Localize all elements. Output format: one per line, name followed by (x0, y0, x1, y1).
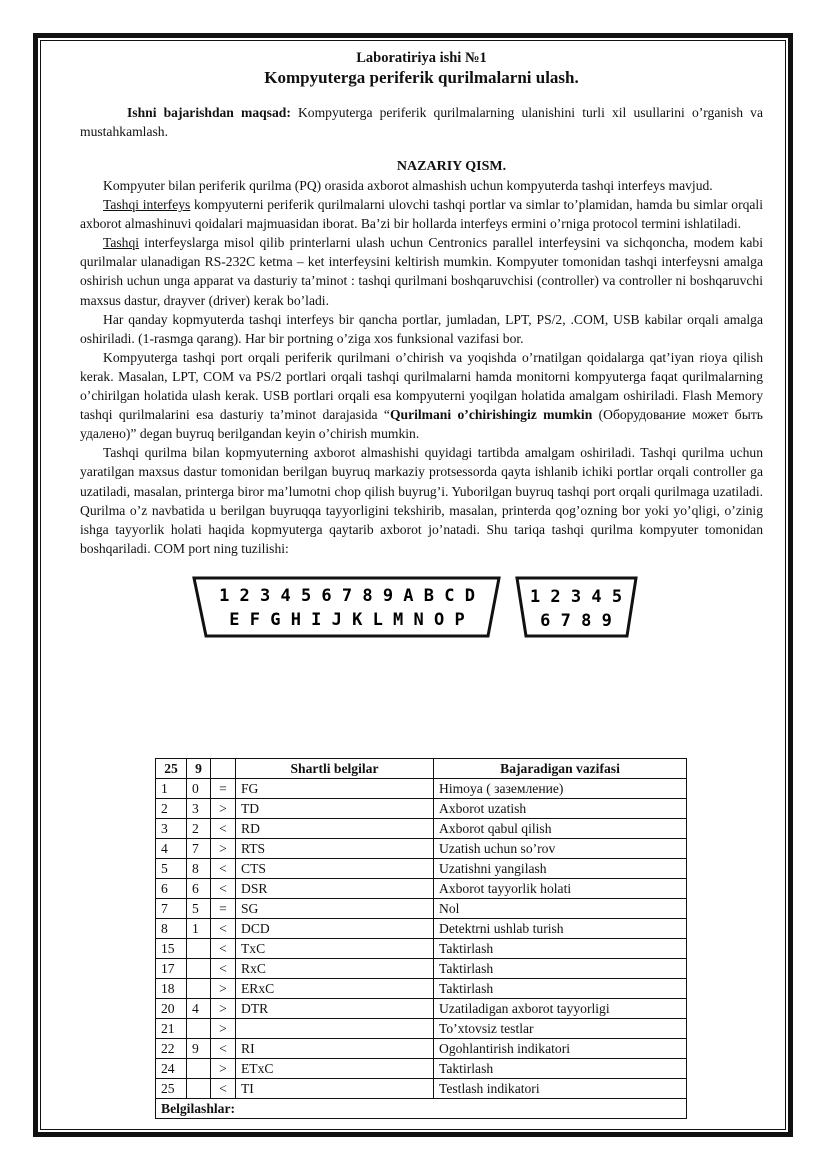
pin-25-cell: 17 (156, 959, 187, 979)
pin-25-cell: 15 (156, 939, 187, 959)
db9-row2-label: 6 7 8 9 (540, 610, 612, 631)
pin-25-cell: 8 (156, 919, 187, 939)
pin-9-cell: 1 (187, 919, 211, 939)
paragraph-2 (80, 195, 763, 233)
direction-cell: < (211, 859, 236, 879)
direction-cell: < (211, 1079, 236, 1099)
signal-function-cell: Uzatish uchun so’rov (434, 839, 687, 859)
pin-25-cell: 25 (156, 1079, 187, 1099)
direction-cell: < (211, 819, 236, 839)
pin-25-cell: 24 (156, 1059, 187, 1079)
signal-function-cell: Detektrni ushlab turish (434, 919, 687, 939)
com-pin-table (155, 758, 687, 1119)
pin-9-cell (187, 939, 211, 959)
signal-function-cell: Himoya ( заземление) (434, 779, 687, 799)
pin-9-cell (187, 959, 211, 979)
paragraph-4: Har qanday kopmyuterda tashqi interfeys bir qancha portlar, jumladan, LPT, PS/2, .COM, USB kabilar orqali amalga oshiriladi. (1-rasmga qarang). Har bir portning o’ziga xos funksional vazifasi bor. (80, 311, 763, 346)
signal-function-cell: Nol (434, 899, 687, 919)
term-tashqi-interfeys: Tashqi interfeys (103, 197, 191, 213)
direction-cell: > (211, 999, 236, 1019)
signal-function-cell: Taktirlash (434, 939, 687, 959)
header-25: 25 (156, 759, 187, 779)
table-row (156, 959, 687, 979)
goal-text: Kompyuterga periferik qurilmalarning ulanishini turli xil usullarini o’rganish va mustahkamlash. (80, 105, 763, 139)
direction-cell: > (211, 839, 236, 859)
signal-symbol-cell: RD (236, 819, 434, 839)
header-direction (211, 759, 236, 779)
goal-label: Ishni bajarishdan maqsad: (127, 105, 291, 120)
pin-25-cell: 7 (156, 899, 187, 919)
com-port-diagram (80, 574, 763, 658)
term-tashqi: Tashqi (103, 235, 140, 251)
table-row (156, 1059, 687, 1079)
signal-symbol-cell: ETxC (236, 1059, 434, 1079)
paragraph-3 (80, 233, 763, 309)
paragraph-3-text: interfeyslarga misol qilib printerlarni ulash uchun Centronics parallel interfeysini va sichqoncha, modem kabi qurilmalar ulanadigan RS-232C ketma – ket interfeysini keltirish mumkin. Kompyuter tomonidan tashqi interfeysni amalga oshirish uchun unga apparat va dasturiy ta’minot : tashqi qurilmani boshqaruvchisi (controller) va controller ni boshqaruvchi maxsus dastur, drayver (driver) kerak bo’ladi. (80, 235, 763, 308)
direction-cell: > (211, 1059, 236, 1079)
legend-label: Belgilashlar: (156, 1099, 687, 1119)
pin-9-cell: 5 (187, 899, 211, 919)
table-row (156, 819, 687, 839)
signal-function-cell: Taktirlash (434, 1059, 687, 1079)
direction-cell: = (211, 899, 236, 919)
direction-cell: > (211, 979, 236, 999)
signal-symbol-cell: RTS (236, 839, 434, 859)
pin-25-cell: 6 (156, 879, 187, 899)
db25-row1-label: 1 2 3 4 5 6 7 8 9 A B C D (219, 585, 475, 606)
table-row (156, 899, 687, 919)
pin-9-cell: 7 (187, 839, 211, 859)
document-title: Kompyuterga periferik qurilmalarni ulash. (264, 68, 579, 87)
pin-25-cell: 20 (156, 999, 187, 1019)
pin-9-cell (187, 1019, 211, 1039)
pin-9-cell (187, 1079, 211, 1099)
pin-9-cell (187, 1059, 211, 1079)
signal-function-cell: Axborot qabul qilish (434, 819, 687, 839)
pin-25-cell: 21 (156, 1019, 187, 1039)
direction-cell: < (211, 939, 236, 959)
pin-9-cell: 0 (187, 779, 211, 799)
direction-cell: > (211, 1019, 236, 1039)
table-row (156, 939, 687, 959)
pin-25-cell: 22 (156, 1039, 187, 1059)
signal-function-cell: Axborot tayyorlik holati (434, 879, 687, 899)
pin-9-cell: 4 (187, 999, 211, 1019)
signal-symbol-cell (236, 1019, 434, 1039)
connector-drawing (80, 574, 763, 658)
signal-function-cell: Ogohlantirish indikatori (434, 1039, 687, 1059)
paragraph-5-bold: Qurilmani o’chirishingiz mumkin (389, 407, 593, 423)
signal-symbol-cell: SG (236, 899, 434, 919)
table-row (156, 999, 687, 1019)
signal-symbol-cell: RI (236, 1039, 434, 1059)
table-row (156, 859, 687, 879)
table-row (156, 1019, 687, 1039)
paragraph-5 (80, 348, 763, 443)
paragraph-5-text-a: Kompyuterga tashqi port orqali periferik qurilmani o’chirish va yoqishda o’rnatilgan qoidalarga qat’iyan rioya qilish kerak. Masalan, LPT, COM va PS/2 portlari orqali tashqi qurilmalarni hamda monitorni kompyuterga faqat qurilmalarning o’chirilgan holatida ulash kerak. USB portlari orqali esa kompyuterni yoqilgan holatida amalgam oshiriladi. Flash Memory tashqi qurilmalarini esa dasturiy ta’minot darajasida “ (80, 349, 763, 423)
pin-9-cell (187, 979, 211, 999)
header-function: Bajaradigan vazifasi (434, 759, 687, 779)
pin-table-body (156, 779, 687, 1099)
table-row (156, 1039, 687, 1059)
table-row (156, 1079, 687, 1099)
signal-symbol-cell: CTS (236, 859, 434, 879)
direction-cell: < (211, 879, 236, 899)
table-row (156, 879, 687, 899)
table-row (156, 779, 687, 799)
signal-function-cell: To’xtovsiz testlar (434, 1019, 687, 1039)
pin-25-cell: 18 (156, 979, 187, 999)
pin-9-cell: 3 (187, 799, 211, 819)
pin-25-cell: 3 (156, 819, 187, 839)
paragraph-5-text-b: (Оборудование может быть удалено)” degan buyruq berilgandan keyin o’chirish mumkin. (80, 407, 763, 442)
direction-cell: > (211, 799, 236, 819)
paragraph-2-text: kompyuterni periferik qurilmalarni ulovchi tashqi portlar va simlar to’plamidan, hamda bu simlar orqali axborot almashinuvi qoidalari majmuasidan iborat. Ba’zi bir hollarda interfeys ermini o’rniga protocol termini ishlatiladi. (80, 197, 763, 232)
signal-function-cell: Testlash indikatori (434, 1079, 687, 1099)
header-symbols: Shartli belgilar (236, 759, 434, 779)
table-row (156, 979, 687, 999)
header-9: 9 (187, 759, 211, 779)
direction-cell: < (211, 959, 236, 979)
direction-cell: = (211, 779, 236, 799)
table-row (156, 919, 687, 939)
signal-symbol-cell: TI (236, 1079, 434, 1099)
signal-function-cell: Taktirlash (434, 979, 687, 999)
signal-symbol-cell: ERxC (236, 979, 434, 999)
signal-symbol-cell: TD (236, 799, 434, 819)
signal-symbol-cell: DCD (236, 919, 434, 939)
db25-row2-label: E F G H I J K L M N O P (229, 609, 465, 630)
signal-symbol-cell: DSR (236, 879, 434, 899)
pin-9-cell: 6 (187, 879, 211, 899)
signal-symbol-cell: TxC (236, 939, 434, 959)
pin-25-cell: 4 (156, 839, 187, 859)
section-title: NAZARIY QISM. (396, 159, 507, 174)
lab-number: Laboratiriya ishi №1 (356, 50, 487, 66)
paragraph-6: Tashqi qurilma bilan kopmyuterning axborot almashishi quyidagi tartibda amalgam oshiriladi. Tashqi qurilma uchun yaratilgan maxsus dastur tomonidan berilgan buyruq markaziy protsessorda qayta ishlanib ichiki portlar orqali controller ga uzatiladi, masalan, printerga biror ma’lumotni chop qilish buyrug’i. Yuborilgan buyruq tashqi port orqali qurilmaga uzatiladi. Qurilma o’z navbatida u berilgan buyruqqa tayyorligini tekshirib, masalan, printerda qog’ozning bor yoki yo’qligi, o’zinig ishga tayyorlik holati haqida kopmyuterga qaytarib axborot jo’natadi. Shu tariqa tashqi qurilma kompyuter tomonidan boshqariladi. COM port ning tuzilishi: (80, 445, 763, 556)
document-page (80, 50, 763, 658)
signal-symbol-cell: RxC (236, 959, 434, 979)
pin-9-cell: 2 (187, 819, 211, 839)
table-row (156, 839, 687, 859)
signal-symbol-cell: FG (236, 779, 434, 799)
direction-cell: < (211, 1039, 236, 1059)
signal-function-cell: Axborot uzatish (434, 799, 687, 819)
signal-function-cell: Uzatiladigan axborot tayyorligi (434, 999, 687, 1019)
paragraph-1: Kompyuter bilan periferik qurilma (PQ) orasida axborot almashish uchun kompyuterda tashqi interfeys mavjud. (103, 178, 713, 193)
signal-function-cell: Taktirlash (434, 959, 687, 979)
pin-25-cell: 1 (156, 779, 187, 799)
pin-table-footer (156, 1099, 687, 1119)
pin-25-cell: 2 (156, 799, 187, 819)
table-row (156, 799, 687, 819)
pin-25-cell: 5 (156, 859, 187, 879)
direction-cell: < (211, 919, 236, 939)
signal-function-cell: Uzatishni yangilash (434, 859, 687, 879)
pin-table-header (156, 759, 687, 779)
goal-paragraph (80, 103, 763, 141)
pin-9-cell: 9 (187, 1039, 211, 1059)
signal-symbol-cell: DTR (236, 999, 434, 1019)
db9-row1-label: 1 2 3 4 5 (529, 586, 623, 607)
pin-9-cell: 8 (187, 859, 211, 879)
